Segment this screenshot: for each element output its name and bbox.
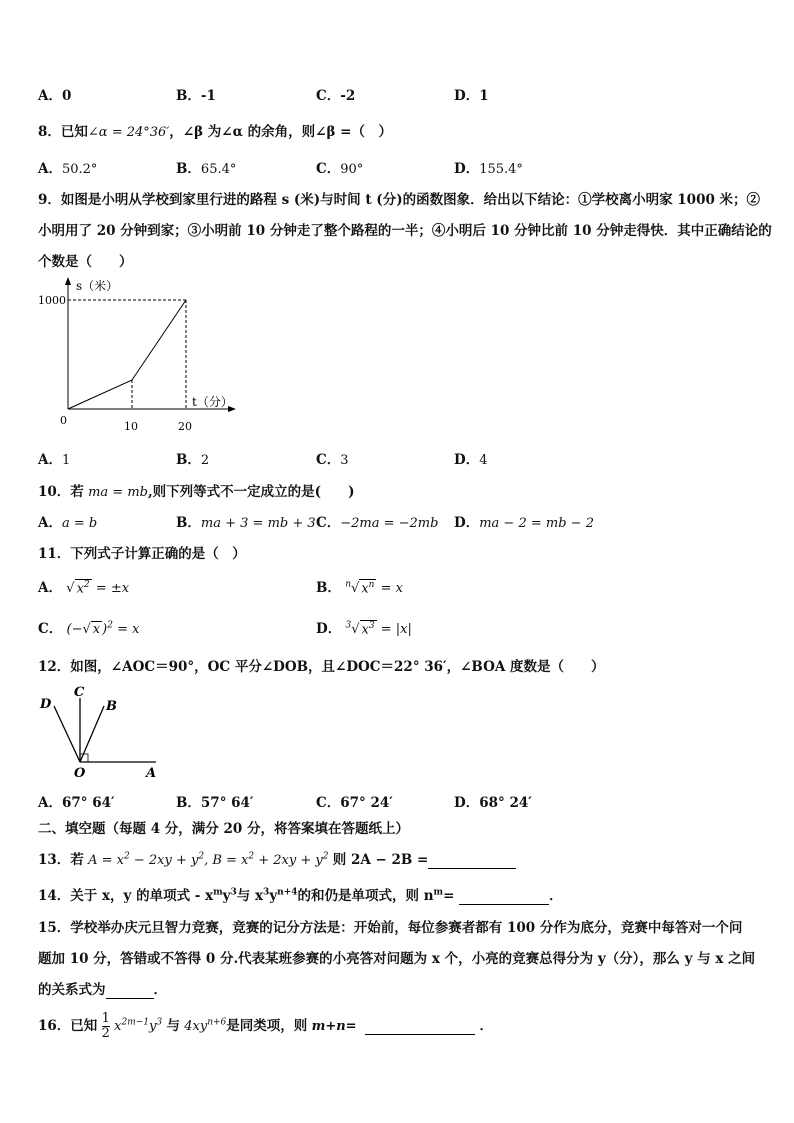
section-2-heading: 二、填空题（每题 4 分，满分 20 分，将答案填在答题纸上）: [38, 821, 409, 837]
graph-y-tick: 1000: [38, 294, 66, 307]
q12-option-d: D．68° 24′: [454, 795, 532, 811]
fig-label-a: A: [146, 766, 157, 781]
q10-condition: ma = mb: [88, 485, 148, 500]
q15-line-3: 的关系式为 ．: [38, 982, 167, 998]
q8-stem-text: ，∠β 为∠α 的余角，则∠β =（ ）: [169, 124, 392, 140]
graph-x-tick-20: 20: [178, 420, 192, 433]
question-12-stem: 12．如图，∠AOC＝90°，OC 平分∠DOB，且∠DOC＝22° 36′，∠BOA 度数是（ ）: [38, 659, 605, 675]
question-10-stem: 10．若 ma = mb,则下列等式不一定成立的是( ): [38, 484, 355, 500]
q16-fraction: $\frac{1}{2}$: [101, 1011, 110, 1041]
q16-answer-blank[interactable]: [365, 1018, 475, 1035]
q8-option-b: B．65.4°: [176, 161, 237, 177]
fig-label-o: O: [74, 766, 86, 781]
fig-label-b: B: [106, 699, 117, 714]
question-14: 14．关于 x，y 的单项式 - $x^my^3$与 $x^3y^{n+4}$的和仍是单项式，则 $n^m=$ ．: [38, 887, 563, 904]
question-16: 16．已知 $\frac{1}{2}$ $x^{2m-1}y^3$ 与 $4xy^{n+6}$是同类项，则 m+n= ．: [38, 1011, 493, 1041]
q9-option-a: A．1: [38, 452, 71, 468]
graph-origin: 0: [60, 414, 67, 427]
q14-answer-blank[interactable]: [459, 888, 549, 905]
q9-line-1: 9．如图是小明从学校到家里行进的路程 s (米)与时间 t (分)的函数图象．给出以下结论：①学校离小明家 1000 米；②: [38, 192, 761, 208]
q13-answer-blank[interactable]: [428, 852, 516, 869]
q9-option-c: C．3: [316, 452, 349, 468]
q8-option-a: A．50.2°: [38, 161, 98, 177]
q12-option-b: B．57° 64′: [176, 795, 254, 811]
q8-angle-alpha: ∠α = 24°36′: [87, 125, 170, 140]
fig-label-c: C: [74, 685, 85, 700]
q11-option-b: B． $^n$√ $x^n = x$: [316, 579, 403, 596]
q10-option-d: D．ma − 2 = mb − 2: [454, 515, 594, 531]
q9-distance-time-graph: [38, 274, 250, 434]
q15-line-1: 15．学校举办庆元旦智力竞赛，竞赛的记分方法是：开始前，每位参赛者都有 100 分作为底分，竞赛中每答对一个问: [38, 920, 743, 936]
q7-option-c: C．-2: [316, 88, 356, 104]
fig-label-d: D: [40, 697, 52, 712]
q11-option-c: C． (−√ x )$^2$ = x: [38, 620, 140, 637]
q8-prefix: 8．已知: [38, 124, 88, 140]
q8-option-c: C．90°: [316, 161, 364, 177]
q11-option-a: A． √ $x^2 = \pm x$: [38, 579, 130, 596]
q12-angle-figure: [36, 684, 166, 780]
q10-option-b: B．ma + 3 = mb + 3: [176, 515, 316, 531]
q7-option-b: B．-1: [176, 88, 216, 104]
q12-option-a: A．67° 64′: [38, 795, 115, 811]
q9-line-2: 小明用了 20 分钟到家；③小明前 10 分钟走了整个路程的一半；④小明后 10 分钟比前 10 分钟走得快．其中正确结论的: [38, 223, 772, 239]
q15-line-2: 题加 10 分，答错或不答得 0 分.代表某班参赛的小亮答对问题为 x 个，小亮的竞赛总得分为 y（分），那么 y 与 x 之间: [38, 951, 756, 967]
q9-option-d: D．4: [454, 452, 488, 468]
q12-option-c: C．67° 24′: [316, 795, 393, 811]
q10-option-a: A．a = b: [38, 515, 98, 531]
q8-option-d: D．155.4°: [454, 161, 523, 177]
q9-line-3: 个数是（ ）: [38, 254, 133, 270]
graph-y-label: s（米）: [76, 279, 119, 293]
q7-option-a: A．0: [38, 88, 72, 104]
q7-option-d: D．1: [454, 88, 489, 104]
graph-x-tick-10: 10: [124, 420, 138, 433]
question-8-stem: [38, 120, 392, 140]
graph-x-label: t（分）: [192, 395, 233, 409]
q15-answer-blank[interactable]: [106, 982, 154, 999]
question-11-stem: 11．下列式子计算正确的是（ ）: [38, 546, 246, 562]
question-13: 13．若 $A = x^2 - 2xy + y^2$, $B = x^2 + 2xy + y^2$ 则 2A − 2B =: [38, 848, 516, 869]
q9-option-b: B．2: [176, 452, 210, 468]
q11-option-d: D． $^3$√ $x^3 = |x|$: [316, 620, 412, 637]
q10-option-c: C．−2ma = −2mb: [316, 515, 439, 531]
